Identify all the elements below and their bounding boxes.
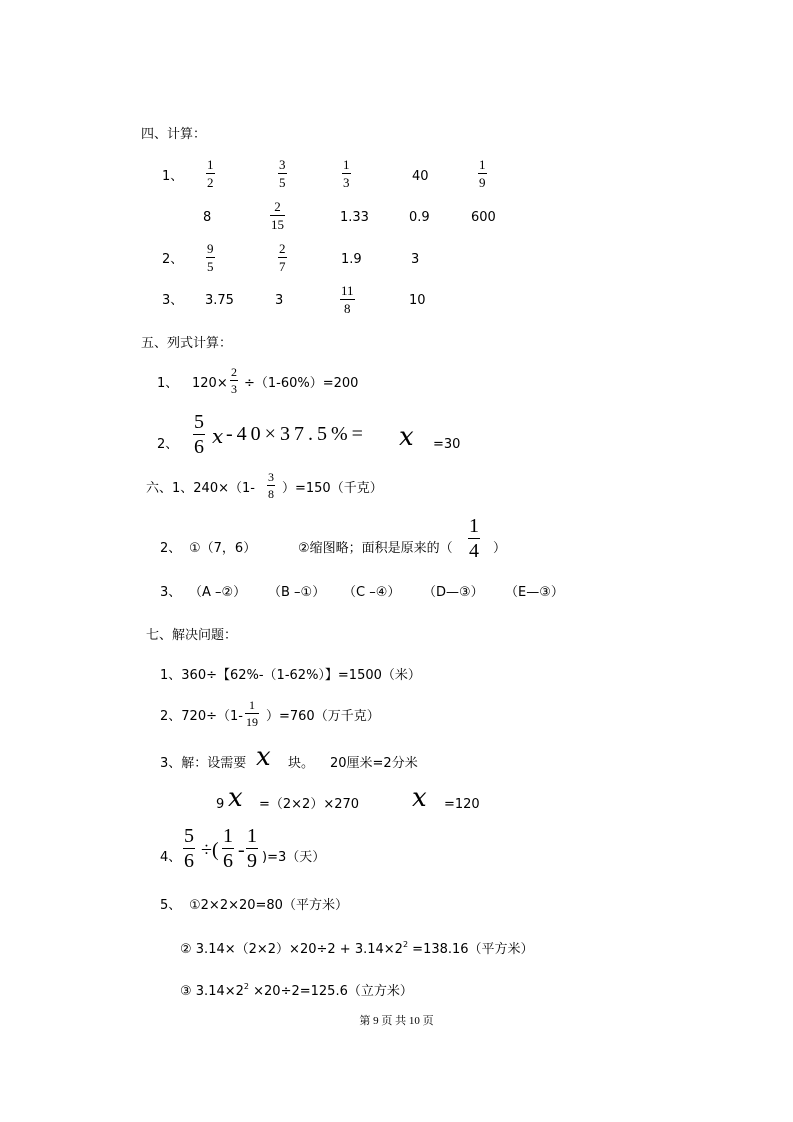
fraction: $\frac{9}{5}$ [207, 241, 214, 274]
fraction: $\frac{2}{3}$ [231, 365, 237, 396]
expression-text: 3、解：设需要 [160, 756, 247, 771]
expression-text: 块。 [288, 756, 315, 771]
page-footer: 第 9 页 共 10 页 [359, 1015, 434, 1027]
fraction: $\frac{2}{7}$ [279, 241, 286, 274]
answer-text: （C –④） [343, 585, 401, 600]
fraction: $\frac{1}{9}$ [247, 825, 257, 872]
expression-text: =（2×2）×270 [259, 797, 360, 812]
expression-text: =120 [444, 797, 480, 812]
fraction: $\frac{5}{6}$ [194, 411, 204, 458]
answer-value: 8 [203, 210, 212, 225]
expression-text: ÷（1-60%）=200 [244, 376, 359, 391]
expression-text: ÷( [201, 839, 219, 861]
fraction: $\frac{3}{8}$ [268, 470, 274, 501]
answer-value: 1.33 [340, 210, 369, 225]
expression-text: 1、360÷【62%-（1-62%）】=1500（米） [160, 668, 421, 683]
fraction: $\frac{1}{6}$ [223, 825, 233, 872]
expression-text: 9 [216, 797, 225, 812]
answer-text: （D—③） [423, 585, 484, 600]
variable-x: x [228, 783, 243, 813]
expression-text: ）=150（千克） [282, 481, 383, 496]
expression-text: 120× [192, 376, 228, 391]
variable-x: x [256, 742, 271, 772]
fraction: $\frac{1}{3}$ [343, 157, 350, 190]
expression-line: ③ $3.14\times 2^2 \times 20\div 2=125.6$（立方米） [180, 982, 413, 999]
answer-text: （B –①） [268, 585, 326, 600]
answer-text: （A –②） [189, 585, 247, 600]
answer-text: ①（7，6） [189, 541, 257, 556]
expression-text: 2、720÷（1- [160, 709, 243, 724]
item-label: 1、 [162, 169, 184, 184]
expression-text: -40×37.5%= [226, 423, 367, 445]
item-label: 1、 [157, 376, 179, 391]
fraction: $\frac{1}{19}$ [246, 698, 258, 729]
fraction: $\frac{3}{5}$ [279, 157, 286, 190]
expression-line: ② $3.14\times(2\times 2)\times 20\div 2 + 3.14\times 2^2 =138.16$（平方米） [180, 940, 534, 957]
variable-x: x [412, 783, 427, 813]
variable-x: x [399, 422, 414, 452]
answer-value: 1.9 [341, 252, 362, 267]
fraction: $\frac{11}{8}$ [341, 283, 354, 316]
fraction: $\frac{1}{2}$ [207, 157, 214, 190]
item-label: 4、 [160, 850, 182, 865]
section-5-heading: 五、列式计算： [141, 336, 233, 351]
answer-text: ） [493, 541, 507, 556]
expression-text: ①2×2×20=80（平方米） [189, 898, 348, 913]
expression-text: )=3（天） [262, 850, 326, 865]
item-label: 2、 [157, 437, 179, 452]
expression-text: 六、1、240×（1- [146, 481, 255, 496]
answer-value: 40 [412, 169, 429, 184]
item-label: 5、 [160, 898, 182, 913]
answer-value: 10 [409, 293, 426, 308]
expression-text: ）=760（万千克） [266, 709, 380, 724]
item-label: 2、 [162, 252, 184, 267]
fraction: $\frac{1}{9}$ [479, 157, 486, 190]
fraction: $\frac{2}{15}$ [271, 199, 284, 232]
section-7-heading: 七、解决问题： [146, 628, 238, 643]
answer-text: （E—③） [505, 585, 564, 600]
answer-value: 600 [471, 210, 496, 225]
answer-value: 3 [411, 252, 420, 267]
fraction: $\frac{5}{6}$ [184, 825, 194, 872]
variable-x: x [212, 424, 224, 448]
item-label: 3、 [162, 293, 184, 308]
fraction: $\frac{1}{4}$ [469, 515, 479, 562]
item-label: 3、 [160, 585, 182, 600]
item-label: 2、 [160, 541, 182, 556]
expression-text: 20厘米=2分米 [330, 756, 418, 771]
section-4-heading: 四、计算： [141, 127, 207, 142]
answer-value: 3 [275, 293, 284, 308]
expression-text: - [238, 839, 245, 861]
answer-text: ②缩图略；面积是原来的（ [298, 541, 453, 556]
answer-value: 3.75 [205, 293, 234, 308]
answer-value: 0.9 [409, 210, 430, 225]
expression-text: =30 [433, 437, 461, 452]
